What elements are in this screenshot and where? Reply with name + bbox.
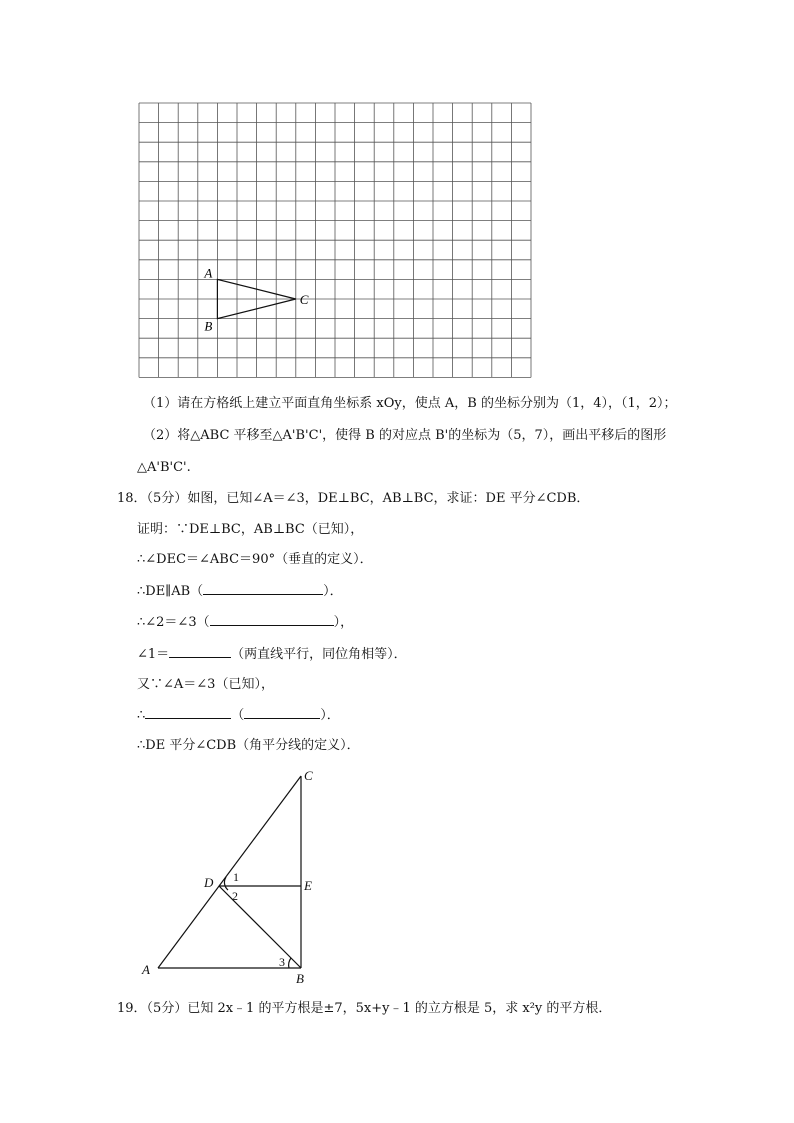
q17-part2-cont: △A'B'C'. bbox=[137, 460, 191, 475]
proof-line-7-end: ）． bbox=[320, 708, 340, 723]
point-c-label: C bbox=[299, 292, 309, 307]
label-e: E bbox=[304, 878, 312, 893]
proof-line-7 bbox=[137, 706, 340, 725]
proof-line-8: ∴DE 平分∠CDB（角平分线的定义）． bbox=[137, 738, 360, 753]
reason-blank-2[interactable] bbox=[210, 613, 334, 626]
proof-line-1: 证明：∵DE⊥BC，AB⊥BC（已知）， bbox=[137, 522, 364, 537]
proof-line-4-end: ）， bbox=[333, 615, 354, 630]
angle-3-arc bbox=[289, 958, 291, 968]
proof-line-4 bbox=[137, 613, 353, 632]
reason-blank-3[interactable] bbox=[244, 706, 320, 719]
proof-line-7-start: ∴ bbox=[137, 708, 146, 723]
q17-part2: （2）将△ABC 平移至△A'B'C'，使得 B 的对应点 B'的坐标为（5，7），画出平移后的图形 bbox=[143, 428, 667, 443]
geometry-svg bbox=[136, 762, 336, 992]
grid-paper bbox=[138, 102, 534, 382]
grid-figure bbox=[138, 102, 534, 386]
proof-line-4-start: ∴∠2＝∠3（ bbox=[137, 615, 210, 630]
angle-2-label: 2 bbox=[232, 889, 238, 903]
q19-text: 19．（5分）已知 2x﹣1 的平方根是±7，5x+y﹣1 的立方根是 5，求 x²y 的平方根． bbox=[117, 1001, 612, 1016]
grid-lines bbox=[139, 103, 531, 377]
proof-line-3 bbox=[137, 582, 343, 601]
conclusion-blank[interactable] bbox=[145, 706, 231, 719]
proof-line-3-end: ）． bbox=[323, 584, 343, 599]
angle-3-label: 3 bbox=[279, 955, 285, 969]
q18-heading: 18．（5分）如图，已知∠A＝∠3，DE⊥BC，AB⊥BC，求证：DE 平分∠CDB． bbox=[117, 491, 590, 506]
proof-line-7-mid: （ bbox=[231, 708, 245, 723]
label-c: C bbox=[304, 768, 313, 783]
angle-blank[interactable] bbox=[169, 645, 231, 658]
proof-line-2: ∴∠DEC＝∠ABC＝90°（垂直的定义）． bbox=[137, 552, 373, 567]
proof-line-5-start: ∠1＝ bbox=[137, 647, 170, 662]
label-b: B bbox=[296, 971, 304, 986]
angle-1-arc bbox=[224, 877, 228, 890]
reason-blank-1[interactable] bbox=[203, 582, 323, 595]
proof-line-5-end: （两直线平行，同位角相等）． bbox=[231, 647, 407, 662]
segment-ac bbox=[158, 776, 301, 968]
point-b-label: B bbox=[204, 318, 213, 334]
label-d: D bbox=[204, 875, 214, 890]
label-a: A bbox=[142, 962, 150, 977]
angle-1-label: 1 bbox=[233, 870, 239, 884]
point-a-label: A bbox=[204, 265, 213, 281]
q17-part1: （1）请在方格纸上建立平面直角坐标系 xOy，使点 A，B 的坐标分别为（1，4），（1，2）； bbox=[143, 396, 677, 411]
proof-line-3-start: ∴DE∥AB（ bbox=[137, 584, 204, 599]
proof-line-6: 又∵∠A＝∠3（已知）， bbox=[137, 677, 274, 692]
proof-line-5 bbox=[137, 645, 407, 664]
geometry-figure bbox=[136, 762, 336, 996]
